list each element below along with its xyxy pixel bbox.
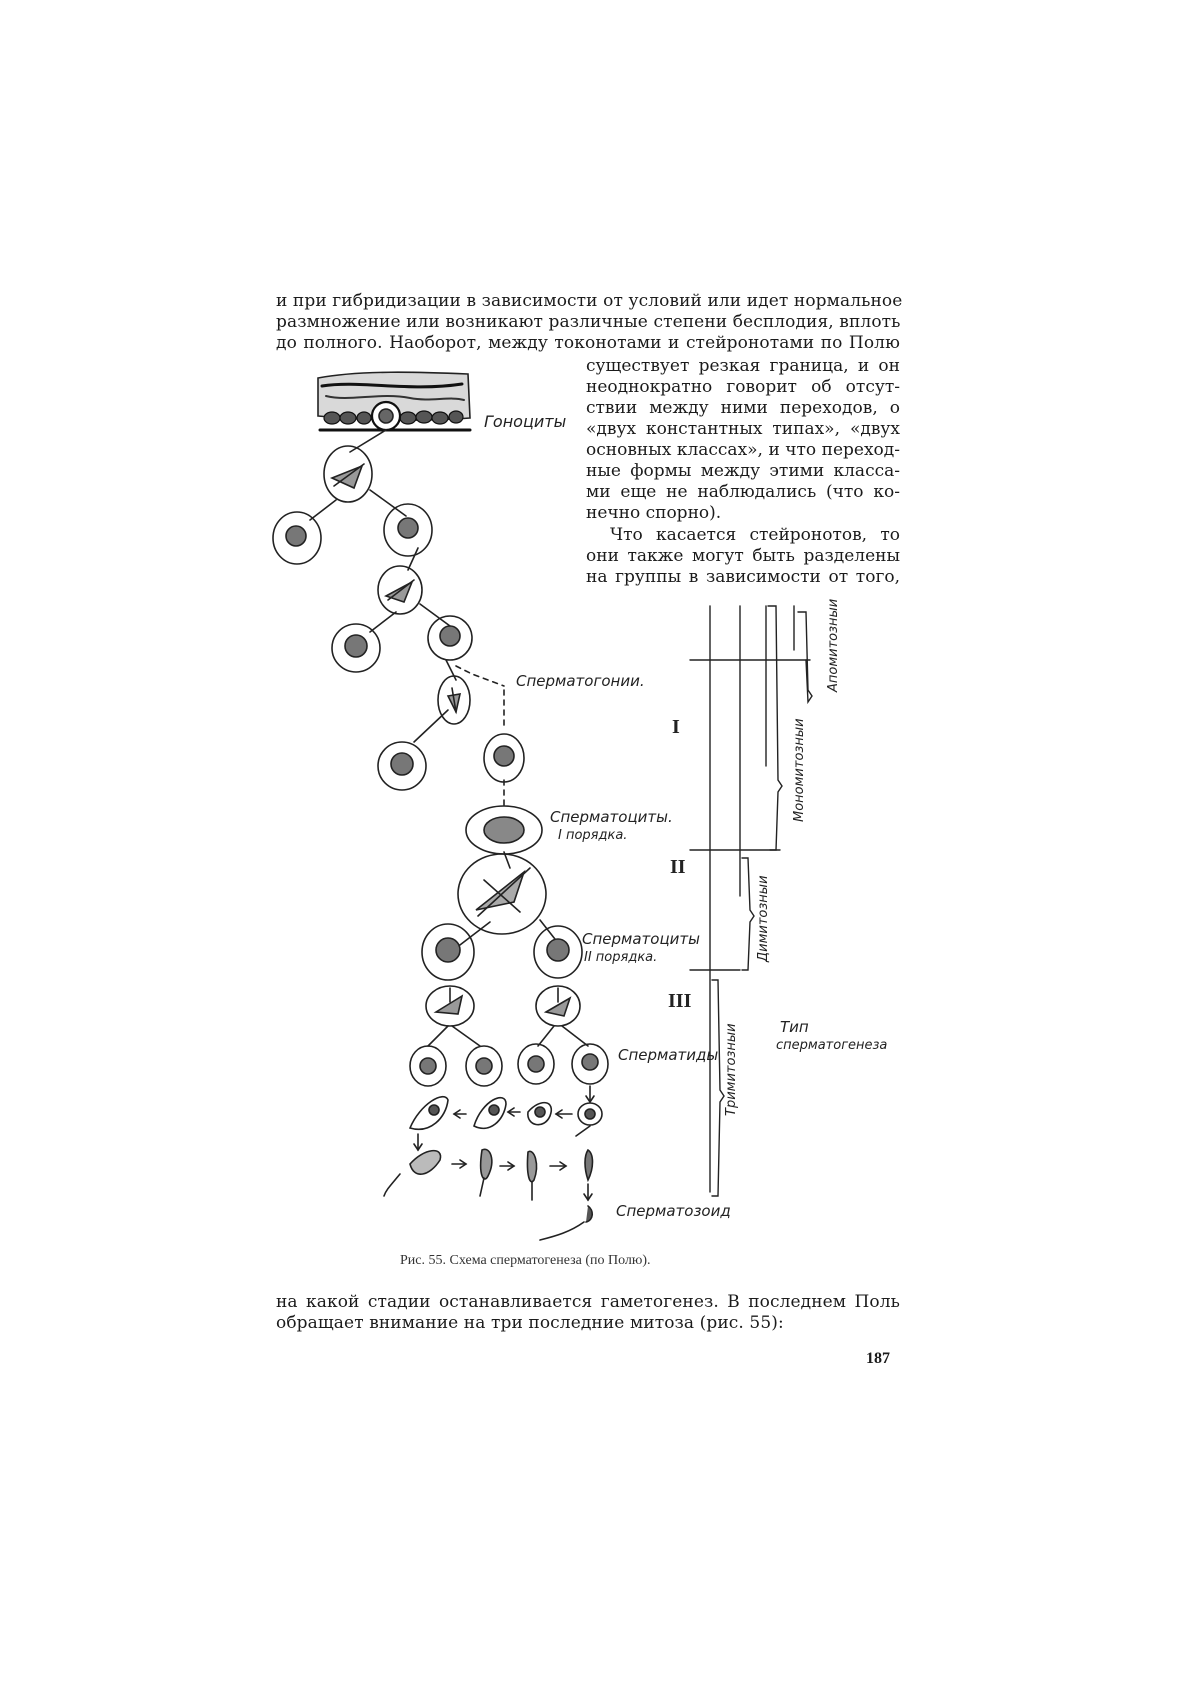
label-type: Тип bbox=[780, 1018, 809, 1036]
text-line: существует резкая граница, и он bbox=[586, 356, 900, 376]
spermiogenesis-stage bbox=[480, 1149, 492, 1196]
text-line: на группы в зависимости от того, bbox=[586, 567, 900, 587]
gonocyte-tissue bbox=[318, 372, 470, 430]
text-line: нечно спорно). bbox=[586, 503, 722, 523]
dividing-cell-large bbox=[458, 854, 546, 934]
label-spermatocytes-2-order: II порядка. bbox=[584, 950, 658, 965]
cell bbox=[273, 512, 321, 564]
text-line: ные формы между этими класса- bbox=[586, 461, 900, 481]
spermiogenesis-stage bbox=[384, 1151, 441, 1196]
spermiogenesis-stage bbox=[528, 1103, 551, 1125]
cell bbox=[332, 624, 380, 672]
cell bbox=[422, 924, 474, 980]
dividing-cell bbox=[378, 566, 422, 614]
text-line: и при гибридизации в зависимости от условий или идет нормальное bbox=[276, 291, 903, 311]
stage-scheme bbox=[690, 606, 812, 1196]
spermatozoid-drawing bbox=[540, 1206, 592, 1240]
stage-label: I bbox=[672, 716, 680, 738]
spermiogenesis-stage bbox=[585, 1150, 593, 1180]
cell bbox=[484, 734, 524, 782]
text-line: ми еще не наблюдались (что ко- bbox=[586, 482, 900, 502]
text-line: Что касается стейронотов, то bbox=[610, 525, 900, 545]
label-gonocytes: Гоноциты bbox=[484, 412, 567, 431]
label-spermatids: Сперматиды bbox=[618, 1046, 719, 1064]
label-type-spermatogenesis: сперматогенеза bbox=[776, 1038, 888, 1053]
label-spermatocytes-2: Сперматоциты bbox=[582, 930, 700, 948]
stage-label: III bbox=[668, 990, 692, 1012]
figure-caption: Рис. 55. Схема сперматогенеза (по Полю). bbox=[400, 1253, 651, 1268]
page-number: 187 bbox=[866, 1350, 890, 1367]
label-spermatogonia: Сперматогонии. bbox=[516, 672, 645, 690]
text-line: размножение или возникают различные степени бесплодия, вплоть bbox=[276, 312, 901, 332]
text-line: они также могут быть разделены bbox=[586, 546, 900, 566]
dividing-cell bbox=[438, 676, 470, 724]
type-label-apomitotic: Апомитозныи bbox=[826, 598, 841, 692]
text-line: на какой стадии останавливается гаметогенез. В последнем Поль bbox=[276, 1292, 900, 1312]
text-line: ствии между ними переходов, о bbox=[586, 398, 900, 418]
text-line: неоднократно говорит об отсут- bbox=[586, 377, 900, 397]
cell bbox=[534, 926, 582, 978]
label-spermatozoid: Сперматозоид bbox=[616, 1202, 731, 1220]
spermiogenesis-stage bbox=[410, 1097, 448, 1130]
type-label-dimitotic: Димитозныи bbox=[756, 875, 771, 962]
cell bbox=[428, 616, 472, 660]
dividing-cell bbox=[324, 446, 372, 502]
text-line: обращает внимание на три последние митоза (рис. 55): bbox=[276, 1313, 784, 1333]
spermatid bbox=[466, 1046, 502, 1086]
spermiogenesis-stage bbox=[578, 1103, 602, 1125]
text-line: до полного. Наоборот, между токонотами и стейронотами по Полю bbox=[276, 333, 900, 353]
spermiogenesis-stage bbox=[474, 1098, 506, 1129]
spermatid bbox=[572, 1044, 608, 1084]
spermatid bbox=[518, 1044, 554, 1084]
text-line: «двух константных типах», «двух bbox=[586, 419, 900, 439]
type-label-monomitotic: Мономитозныи bbox=[792, 718, 807, 822]
type-label-trimitotic: Тримитозныи bbox=[724, 1023, 739, 1116]
text-line: основных классах», и что переход- bbox=[586, 440, 900, 460]
spermiogenesis-stage bbox=[527, 1151, 536, 1200]
spermatocyte-1 bbox=[466, 806, 542, 854]
label-spermatocytes-1-order: I порядка. bbox=[558, 828, 628, 843]
spermatid bbox=[410, 1046, 446, 1086]
stage-label: II bbox=[670, 856, 686, 878]
cell bbox=[384, 504, 432, 556]
cell bbox=[378, 742, 426, 790]
label-spermatocytes-1: Сперматоциты. bbox=[550, 808, 673, 826]
